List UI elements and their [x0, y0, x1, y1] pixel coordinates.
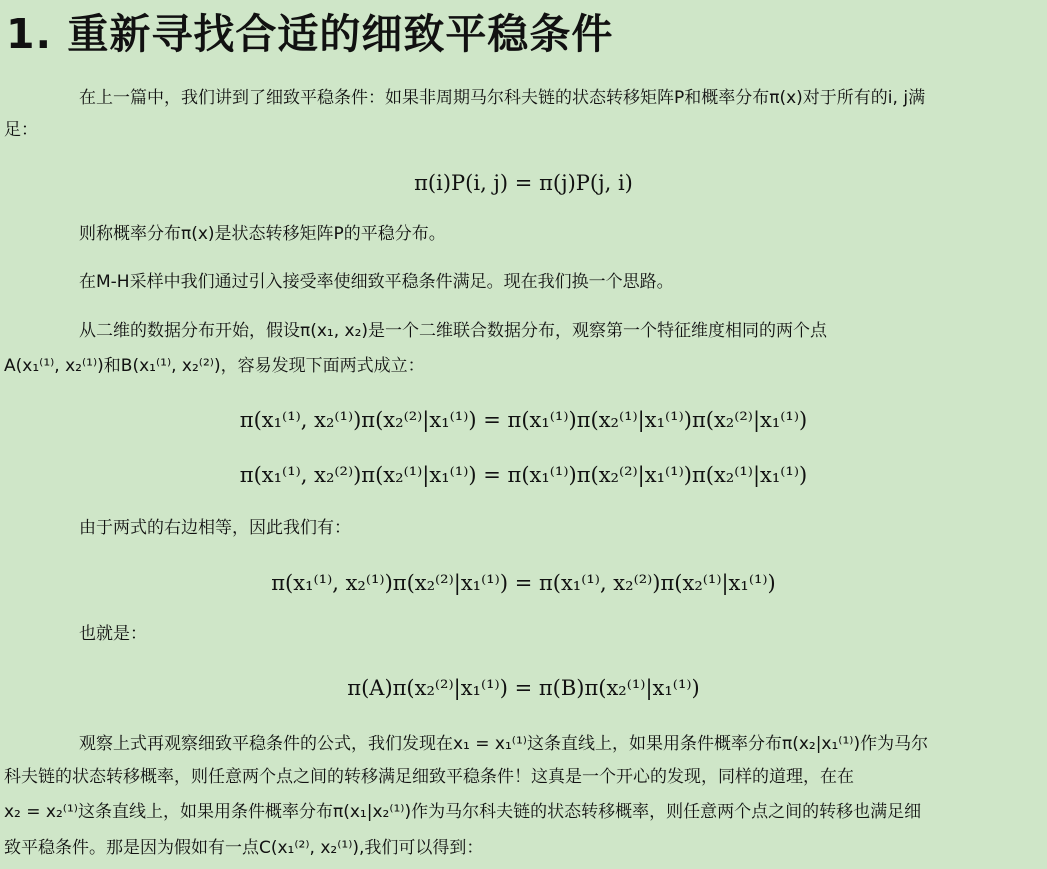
- equation-2: π(x₁⁽¹⁾, x₂⁽²⁾)π(x₂⁽¹⁾|x₁⁽¹⁾) = π(x₁⁽¹⁾)π(x₂⁽²⁾|x₁⁽¹⁾)π(x₂⁽¹⁾|x₁⁽¹⁾): [239, 463, 808, 487]
- paragraph-line: x₂ = x₂⁽¹⁾这条直线上，如果用条件概率分布π(x₁|x₂⁽¹⁾)作为马尔科夫链的状态转移概率，则任意两个点之间的转移也满足细: [4, 802, 922, 822]
- paragraph-line: 科夫链的状态转移概率，则任意两个点之间的转移满足细致平稳条件！这真是一个开心的发现，同样的道理，在在: [4, 767, 854, 787]
- paragraph-line: 由于两式的右边相等，因此我们有：: [79, 518, 351, 538]
- paragraph-line: 从二维的数据分布开始，假设π(x₁, x₂)是一个二维联合数据分布，观察第一个特征维度相同的两个点: [79, 321, 828, 341]
- equation-3: π(x₁⁽¹⁾, x₂⁽¹⁾)π(x₂⁽²⁾|x₁⁽¹⁾) = π(x₁⁽¹⁾, x₂⁽²⁾)π(x₂⁽¹⁾|x₁⁽¹⁾): [271, 571, 776, 595]
- equation-detailed-balance: π(i)P(i, j) = π(j)P(j, i): [414, 171, 633, 195]
- paragraph-line: A(x₁⁽¹⁾, x₂⁽¹⁾)和B(x₁⁽¹⁾, x₂⁽²⁾)，容易发现下面两式成立：: [4, 356, 425, 376]
- paragraph-line: 在M-H采样中我们通过引入接受率使细致平稳条件满足。现在我们换一个思路。: [79, 272, 674, 292]
- section-heading: 1. 重新寻找合适的细致平稳条件: [6, 10, 614, 58]
- paragraph-line: 观察上式再观察细致平稳条件的公式，我们发现在x₁ = x₁⁽¹⁾这条直线上，如果用条件概率分布π(x₂|x₁⁽¹⁾)作为马尔: [79, 734, 929, 754]
- paragraph-line: 足：: [4, 120, 38, 140]
- equation-4: π(A)π(x₂⁽²⁾|x₁⁽¹⁾) = π(B)π(x₂⁽¹⁾|x₁⁽¹⁾): [347, 676, 700, 700]
- paragraph-line: 则称概率分布π(x)是状态转移矩阵P的平稳分布。: [79, 224, 446, 244]
- paragraph-line: 在上一篇中，我们讲到了细致平稳条件：如果非周期马尔科夫链的状态转移矩阵P和概率分布π(x)对于所有的i, j满: [79, 88, 926, 108]
- paragraph-line: 致平稳条件。那是因为假如有一点C(x₁⁽²⁾, x₂⁽¹⁾),我们可以得到：: [4, 838, 484, 858]
- equation-1: π(x₁⁽¹⁾, x₂⁽¹⁾)π(x₂⁽²⁾|x₁⁽¹⁾) = π(x₁⁽¹⁾)π(x₂⁽¹⁾|x₁⁽¹⁾)π(x₂⁽²⁾|x₁⁽¹⁾): [239, 408, 808, 432]
- paragraph-line: 也就是：: [79, 624, 147, 644]
